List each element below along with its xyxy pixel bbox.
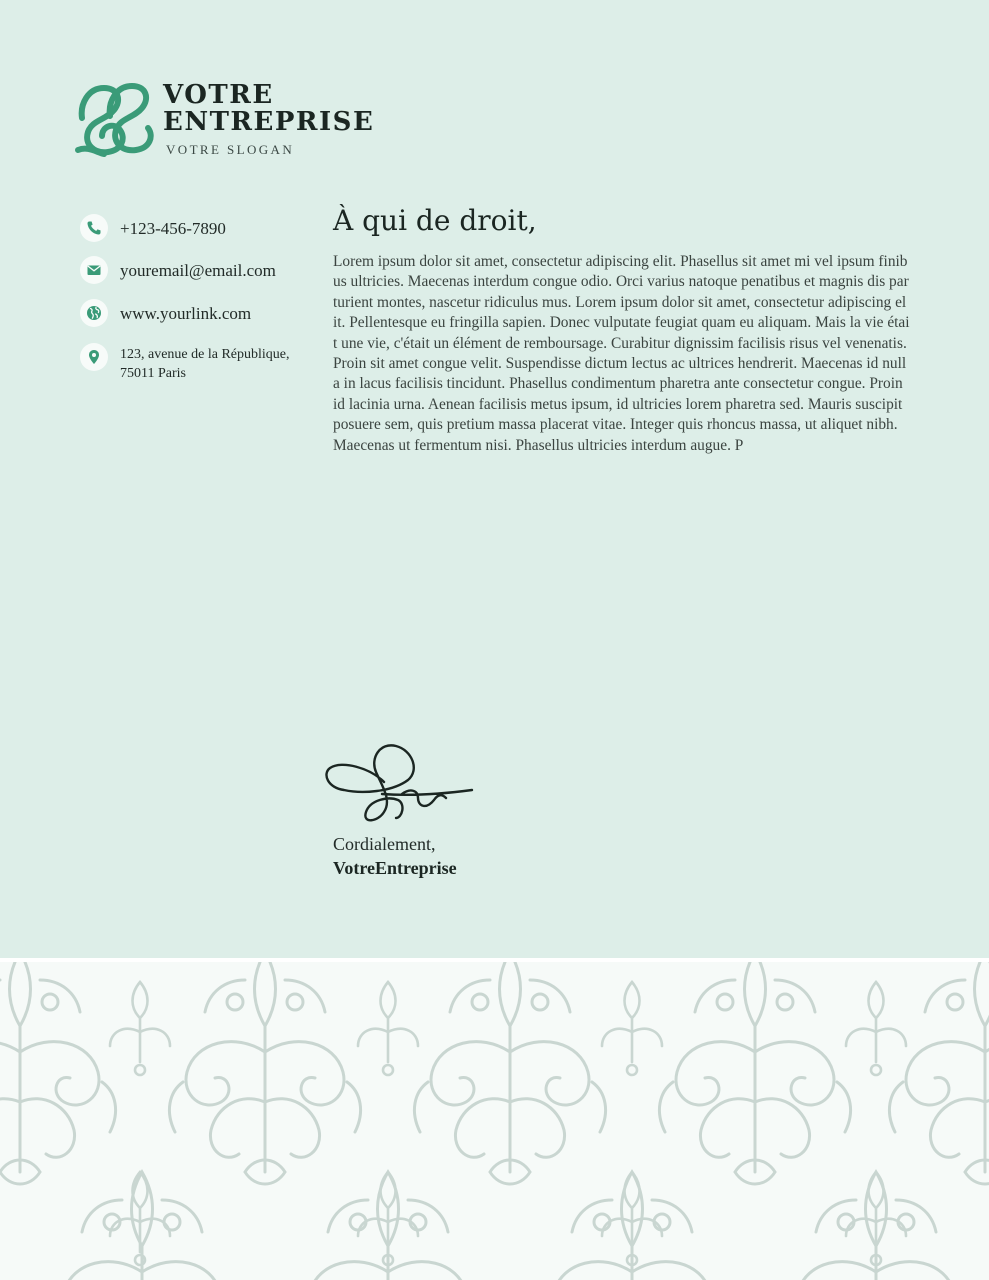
postal-address bbox=[120, 345, 320, 383]
damask-ornament-icon bbox=[0, 962, 989, 1280]
email-address: youremail@email.com bbox=[120, 261, 276, 280]
damask-pattern-footer bbox=[0, 962, 989, 1280]
company-logo bbox=[74, 78, 374, 162]
contact-address bbox=[80, 343, 320, 387]
address-line2: 75011 Paris bbox=[120, 366, 186, 381]
contact-email bbox=[80, 256, 320, 286]
address-line1: 123, avenue de la République, bbox=[120, 347, 290, 362]
contact-website bbox=[80, 299, 320, 329]
pattern-row-top bbox=[0, 962, 989, 1184]
company-name-line2: ENTREPRISE bbox=[163, 107, 375, 137]
website-link[interactable]: www.yourlink.com bbox=[120, 304, 252, 323]
pattern-row-bottom bbox=[46, 1172, 971, 1280]
company-slogan: VOTRE SLOGAN bbox=[166, 142, 295, 157]
closing-line: Cordialement, bbox=[333, 834, 436, 854]
company-name-line1: VOTRE bbox=[163, 80, 274, 110]
location-pin-icon bbox=[80, 343, 108, 371]
phone-icon bbox=[80, 214, 108, 242]
letter-body: Lorem ipsum dolor sit amet, consectetur adipiscing elit. Phasellus sit amet mi vel ipsum finibus ultricies. Maecenas interdum congue odio. Orci varius natoque penatibus et magnis dis parturient montes, nascetur ridiculus mus. Lorem ipsum dolor sit amet, consectetur adipiscing elit. Pellentesque eu fringilla sapien. Donec vulputate feugiat quam eu aliquam. Mais la vie était une vie, c'était un élément de remboursage. Curabitur dignissim facilisis risus vel venenatis. Proin sit amet congue velit. Suspendisse dictum lectus ac ultrices hendrerit. Maecenas id nulla in lacus facilisis tincidunt. Phasellus condimentum pharetra ante consectetur congue. Proin id lacinia urna. Aenean facilisis metus ipsum, id ultricies lorem pharetra sed. Mauris suscipit posuere sem, quis pretium massa placerat vitae. Integer quis rhoncus massa, ut aliquet nibh. Maecenas ut fermentum nisi. Phasellus ultricies interdum augue. P bbox=[333, 253, 910, 454]
signature-image bbox=[322, 738, 478, 828]
letter-greeting: À qui de droit, bbox=[333, 204, 537, 237]
logo-mark-icon bbox=[74, 78, 158, 162]
globe-icon bbox=[80, 299, 108, 327]
signature-name: VotreEntreprise bbox=[333, 858, 457, 878]
phone-number: +123-456-7890 bbox=[120, 219, 226, 238]
contact-phone bbox=[80, 214, 320, 244]
email-icon bbox=[80, 256, 108, 284]
company-name bbox=[163, 82, 373, 136]
